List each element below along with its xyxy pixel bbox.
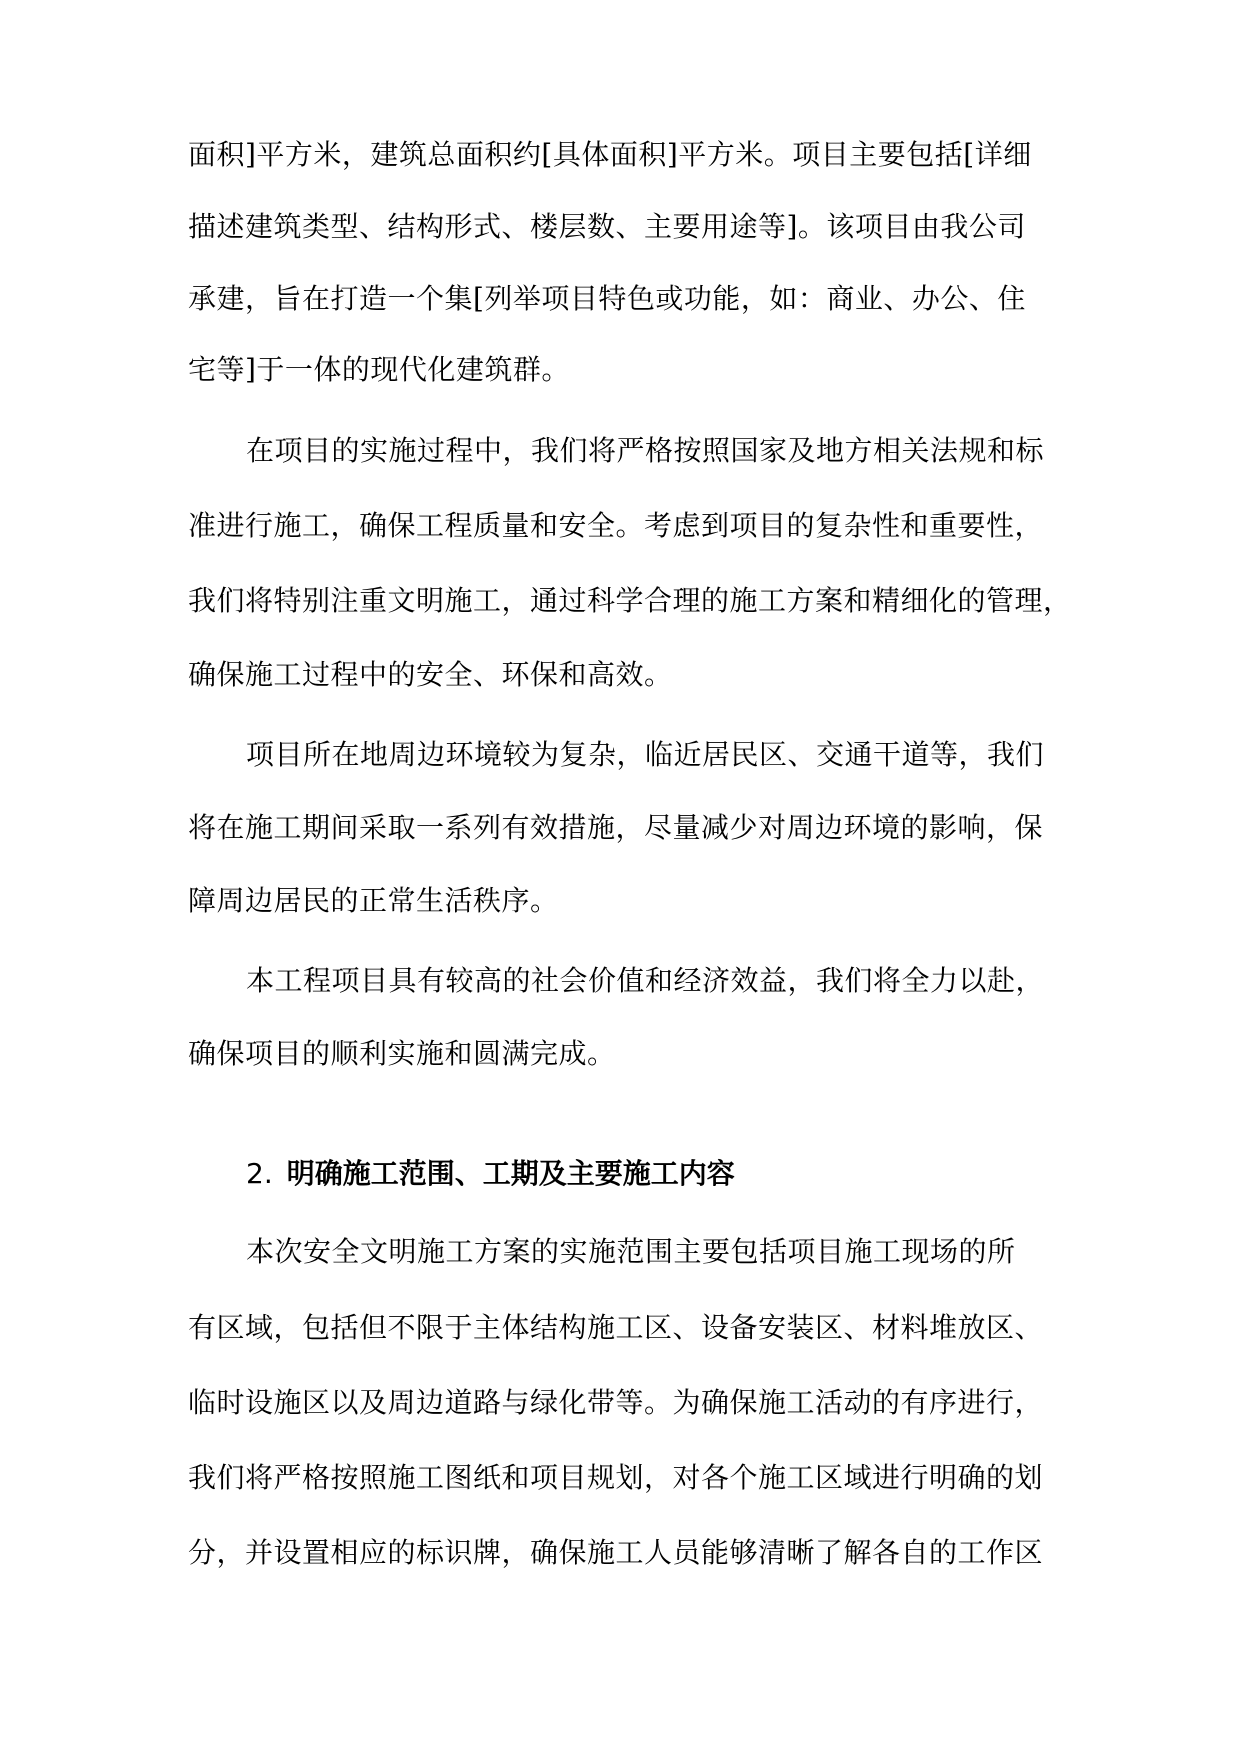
section-number: 2.	[246, 1157, 273, 1190]
text-line: 在项目的实施过程中，我们将严格按照国家及地方相关法规和标	[246, 434, 1045, 467]
text-line: 我们将严格按照施工图纸和项目规划，对各个施工区域进行明确的划	[188, 1461, 1044, 1494]
text-line: 本次安全文明施工方案的实施范围主要包括项目施工现场的所	[246, 1235, 1016, 1268]
text-line: 准进行施工，确保工程质量和安全。考虑到项目的复杂性和重要性，	[188, 509, 1044, 542]
section-heading	[246, 1156, 1058, 1192]
text-line: 将在施工期间采取一系列有效措施，尽量减少对周边环境的影响，保	[188, 811, 1044, 844]
text-line: 分，并设置相应的标识牌，确保施工人员能够清晰了解各自的工作区	[188, 1536, 1044, 1569]
section-title: 明确施工范围、工期及主要施工内容	[286, 1157, 735, 1190]
text-line: 有区域，包括但不限于主体结构施工区、设备安装区、材料堆放区、	[188, 1311, 1044, 1344]
text-line: 宅等]于一体的现代化建筑群。	[188, 353, 570, 386]
text-line: 临时设施区以及周边道路与绿化带等。为确保施工活动的有序进行，	[188, 1386, 1044, 1419]
text-line: 描述建筑类型、结构形式、楼层数、主要用途等]。该项目由我公司	[188, 210, 1026, 243]
text-line: 面积]平方米，建筑总面积约[具体面积]平方米。项目主要包括[详细	[188, 138, 1032, 171]
text-line: 承建，旨在打造一个集[列举项目特色或功能，如：商业、办公、住	[188, 282, 1026, 315]
text-line: 确保项目的顺利实施和圆满完成。	[188, 1037, 616, 1070]
text-line: 障周边居民的正常生活秩序。	[188, 884, 559, 917]
text-line: 我们将特别注重文明施工，通过科学合理的施工方案和精细化的管理，	[188, 584, 1072, 617]
text-line: 确保施工过程中的安全、环保和高效。	[188, 658, 673, 691]
text-line: 项目所在地周边环境较为复杂，临近居民区、交通干道等，我们	[246, 738, 1045, 771]
text-line: 本工程项目具有较高的社会价值和经济效益，我们将全力以赴，	[246, 964, 1045, 997]
